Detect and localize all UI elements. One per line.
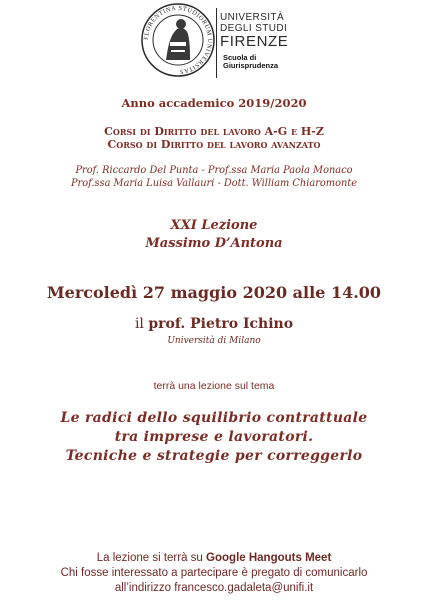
event-date: Mercoledì 27 maggio 2020 alle 14.00: [46, 283, 382, 302]
seal-text: FLORENTINA STUDIORUM UNIVERSITAS: [142, 4, 214, 76]
footer-platform: [0, 552, 428, 564]
university-line-3: FIRENZE: [220, 33, 289, 50]
topic-title-line-3: Tecniche e strategie per correggerlo: [65, 448, 363, 464]
lecture-number: XXI Lezione: [170, 218, 258, 233]
school-line-2: Giurisprudenza: [223, 61, 279, 70]
speaker: [0, 316, 428, 332]
university-seal-icon: [140, 2, 216, 78]
speaker-name: prof. Pietro Ichino: [148, 316, 294, 332]
school-line-1: Scuola di: [223, 53, 257, 62]
footer-contact: all’indirizzo francesco.gadaleta@unifi.it: [114, 582, 314, 594]
university-name: [220, 12, 288, 50]
school-name: [223, 54, 278, 70]
professors-line-1: Prof. Riccardo Del Punta - Prof.ssa Maria Paola Monaco: [75, 165, 353, 176]
course-line-1: Corsi di Diritto del lavoro A-G e H-Z: [104, 125, 324, 138]
course-line-2: Corso di Diritto del lavoro avanzato: [107, 138, 321, 151]
professors-line-2: Prof.ssa Maria Luisa Vallauri - Dott. William Chiaromonte: [70, 178, 358, 189]
academic-year: Anno accademico 2019/2020: [121, 96, 307, 110]
lecture-name: Massimo D’Antona: [145, 236, 283, 251]
topic-title-line-2: tra imprese e lavoratori.: [114, 429, 314, 445]
logo-divider: [216, 8, 217, 78]
footer-platform-name: Google Hangouts Meet: [206, 552, 332, 564]
speaker-affiliation: Università di Milano: [167, 336, 261, 346]
topic-title-line-1: Le radici dello squilibrio contrattuale: [60, 410, 368, 426]
university-line-2: DEGLI STUDI: [220, 23, 288, 34]
footer-instructions: Chi fosse interessato a partecipare è pregato di comunicarlo: [60, 567, 368, 579]
university-line-1: UNIVERSITÀ: [220, 12, 285, 23]
university-logo: [140, 2, 300, 82]
topic-intro: terrà una lezione sul tema: [153, 380, 275, 392]
speaker-prefix: il: [134, 316, 144, 332]
footer-platform-prefix: La lezione si terrà su: [96, 552, 203, 564]
